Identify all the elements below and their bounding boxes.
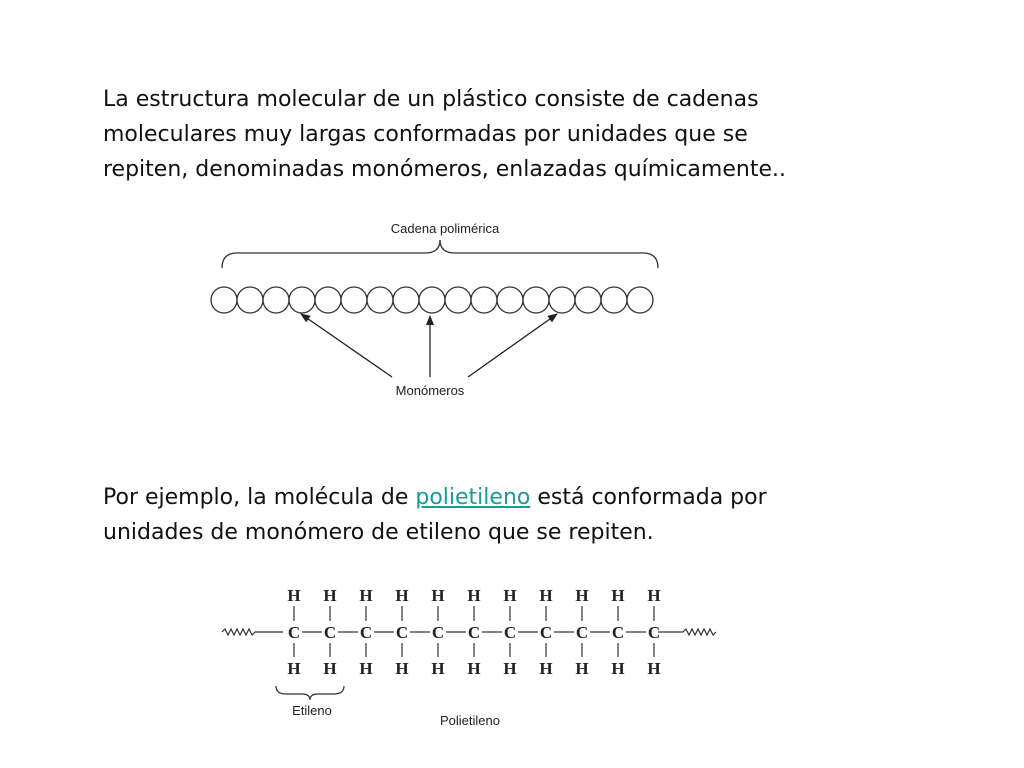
monomer-circle (211, 287, 237, 313)
carbon-atom: C (323, 623, 337, 642)
hydrogen-atom-top: H (539, 586, 553, 605)
hydrogen-atom-top: H (395, 586, 409, 605)
carbon-atom: C (287, 623, 301, 642)
monomer-circle (497, 287, 523, 313)
monomer-circle (601, 287, 627, 313)
hydrogen-atom-top: H (287, 586, 301, 605)
monomer-circle (471, 287, 497, 313)
example-line-2: unidades de monómero de etileno que se repiten. (103, 520, 654, 545)
monomer-circle (575, 287, 601, 313)
polyethylene-label: Polietileno (440, 713, 500, 728)
hydrogen-atom-bottom: H (323, 659, 337, 678)
hydrogen-atom-top: H (575, 586, 589, 605)
hydrogen-atom-top: H (431, 586, 445, 605)
hydrogen-atom-bottom: H (575, 659, 589, 678)
monomer-circle (263, 287, 289, 313)
chain-brace (222, 240, 658, 268)
ethylene-label: Etileno (292, 703, 332, 718)
hydrogen-atom-top: H (323, 586, 337, 605)
hydrogen-atom-bottom: H (503, 659, 517, 678)
hydrogen-atom-top: H (503, 586, 517, 605)
hydrogen-atom-top: H (467, 586, 481, 605)
chain-label: Cadena polimérica (390, 221, 500, 236)
monomer-circle (341, 287, 367, 313)
hydrogen-atom-top: H (647, 586, 661, 605)
intro-line-2: moleculares muy largas conformadas por unidades que se (103, 122, 748, 147)
monomer-circle (445, 287, 471, 313)
carbon-atom: C (539, 623, 553, 642)
carbon-atom: C (431, 623, 445, 642)
monomer-circle (237, 287, 263, 313)
hydrogen-atom-bottom: H (395, 659, 409, 678)
monomer-circle (549, 287, 575, 313)
hydrogen-atom-bottom: H (539, 659, 553, 678)
carbon-atom: C (467, 623, 481, 642)
carbon-atom: C (647, 623, 661, 642)
hydrogen-atom-bottom: H (287, 659, 301, 678)
monomer-circle (393, 287, 419, 313)
monomer-circle (367, 287, 393, 313)
hydrogen-atom-bottom: H (611, 659, 625, 678)
monomer-circle (627, 287, 653, 313)
polietileno-link[interactable]: polietileno (415, 485, 531, 510)
carbon-atom: C (503, 623, 517, 642)
example-suffix: está conformada por (530, 485, 767, 510)
hydrogen-atom-top: H (611, 586, 625, 605)
hydrogen-atom-bottom: H (647, 659, 661, 678)
monomer-arrow-right (468, 314, 557, 377)
monomer-chain (211, 287, 653, 313)
monomer-circle (523, 287, 549, 313)
hydrogen-atom-top: H (359, 586, 373, 605)
intro-line-3: repiten, denominadas monómeros, enlazadas químicamente.. (103, 157, 786, 182)
carbon-atom: C (395, 623, 409, 642)
hydrogen-atom-bottom: H (431, 659, 445, 678)
carbon-atom: C (611, 623, 625, 642)
example-line-1 (103, 480, 933, 515)
monomer-arrow-left (301, 314, 392, 377)
carbon-atom: C (575, 623, 589, 642)
hydrogen-atom-bottom: H (467, 659, 481, 678)
carbon-atom: C (359, 623, 373, 642)
example-prefix: Por ejemplo, la molécula de (103, 485, 416, 510)
example-paragraph (103, 480, 933, 550)
monomer-circle (419, 287, 445, 313)
monomer-circle (315, 287, 341, 313)
hydrogen-atom-bottom: H (359, 659, 373, 678)
monomer-label: Monómeros (395, 383, 465, 398)
monomer-circle (289, 287, 315, 313)
intro-line-1: La estructura molecular de un plástico consiste de cadenas (103, 87, 759, 112)
